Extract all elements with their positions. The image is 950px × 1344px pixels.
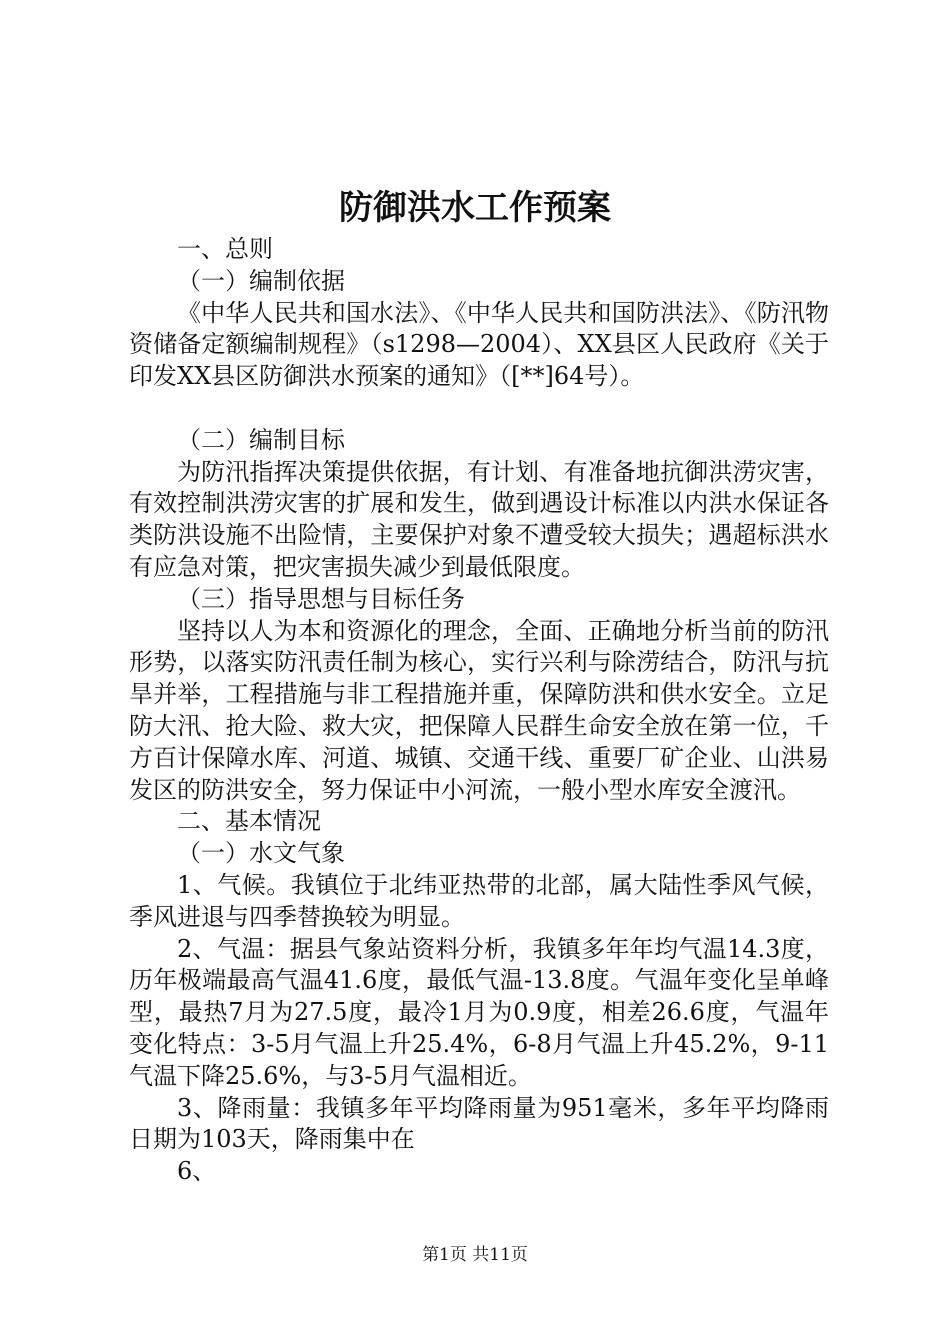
- body-paragraph: 坚持以人为本和资源化的理念，全面、正确地分析当前的防汛形势，以落实防汛责任制为核心，实行兴利与除涝结合，防汛与抗旱并举，工程措施与非工程措施并重，保障防洪和供水安全。立足防大汛、抢大险、救大灾，把保障人民群生命安全放在第一位，千方百计保障水库、河道、城镇、交通干线、重要厂矿企业、山洪易发区的防洪安全，努力保证中小河流，一般小型水库安全渡汛。: [129, 616, 829, 804]
- body-paragraph: 6、: [177, 1157, 217, 1186]
- subsection-heading: （一）编制依据: [177, 266, 345, 295]
- subsection-heading: （三）指导思想与目标任务: [177, 584, 465, 613]
- body-paragraph: 2、气温：据县气象站资料分析，我镇多年年均气温14.3度，历年极端最高气温41.6度，最低气温-13.8度。气温年变化呈单峰型，最热7月为27.5度，最冷1月为0.9度，相差26.6度，气温年变化特点：3-5月气温上升25.4%，6-8月气温上升45.2%，9-11气温下降25.6%，与3-5月气温相近。: [129, 934, 829, 1090]
- subsection-heading: （一）水文气象: [177, 839, 345, 868]
- subsection-heading: （二）编制目标: [177, 425, 345, 454]
- section-heading: 一、总则: [177, 235, 273, 263]
- body-paragraph: 1、气候。我镇位于北纬亚热带的北部，属大陆性季风气候，季风进退与四季替换较为明显。: [129, 870, 829, 931]
- section-heading: 二、基本情况: [177, 807, 321, 836]
- document-title: 防御洪水工作预案: [339, 188, 611, 228]
- body-paragraph: 为防汛指挥决策提供依据，有计划、有准备地抗御洪涝灾害，有效控制洪涝灾害的扩展和发生，做到遇设计标准以内洪水保证各类防洪设施不出险情，主要保护对象不遭受较大损失；遇超标洪水有应急对策，把灾害损失减少到最低限度。: [129, 457, 829, 581]
- page-number-footer: 第1页 共11页: [422, 1245, 528, 1265]
- document-body: [129, 234, 829, 1188]
- body-paragraph: 3、降雨量：我镇多年平均降雨量为951毫米，多年平均降雨日期为103天，降雨集中在: [129, 1093, 829, 1154]
- paragraph-spacer: [129, 393, 829, 425]
- body-paragraph: 《中华人民共和国水法》、《中华人民共和国防洪法》、《防汛物资储备定额编制规程》（s1298—2004）、XX县区人民政府《关于印发XX县区防御洪水预案的通知》（[**]64号）。: [129, 298, 829, 391]
